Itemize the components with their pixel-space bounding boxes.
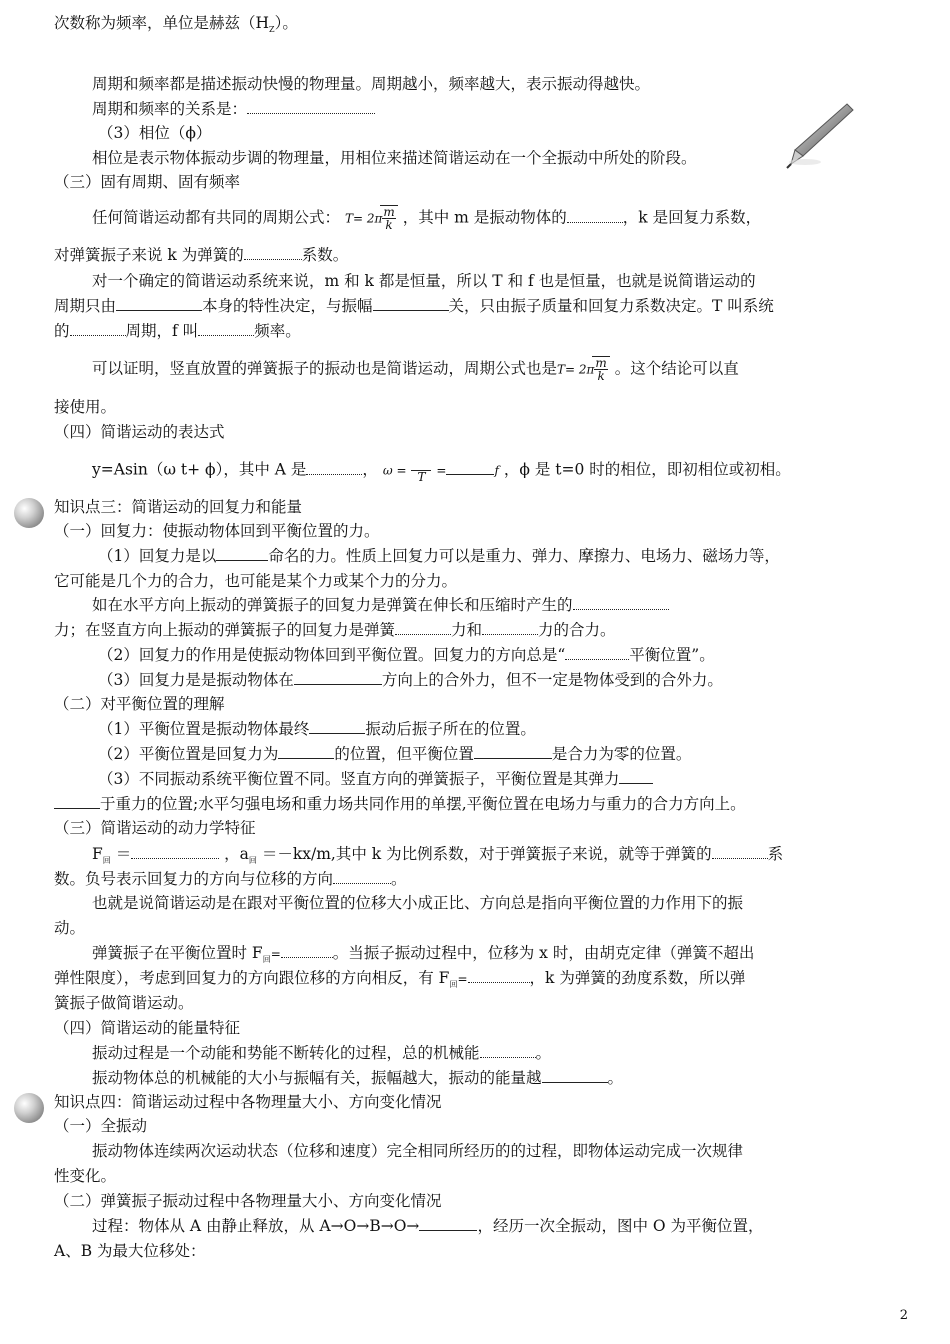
text-line: 也就是说简谐运动是在跟对平衡位置的位移大小成正比、方向总是指向平衡位置的力作用下的振 [92,894,744,912]
text-line: 它可能是几个力的合力，也可能是某个力或某个力的分力。 [54,572,458,590]
section-heading: （一）回复力：使振动物体回到平衡位置的力。 [54,522,380,540]
text-line: 如在水平方向上振动的弹簧振子的回复力是弹簧在伸长和压缩时产生的 [92,594,669,616]
section-heading: （四）简谐运动的能量特征 [54,1019,241,1037]
text-line: 振动物体连续两次运动状态（位移和速度）完全相同所经历的的过程，即物体运动完成一次规律 [92,1142,744,1160]
text-line: 相位是表示物体振动步调的物理量，用相位来描述简谐运动在一个全振动中所处的阶段。 [92,149,697,167]
text-line: （2）平衡位置是回复力为 的位置，但平衡位置 是合力为零的位置。 [98,745,692,763]
text-line: 力；在竖直方向上振动的弹簧振子的回复力是弹簧 力和 力的合力。 [54,621,616,639]
bullet-ball-icon [14,1093,44,1123]
text-line: 弹性限度），考虑到回复力的方向跟位移的方向相反，有 $F_回=$ ，k 为弹簧的劲度系数，所以弹 [54,969,746,989]
text-line: $F_回$ ＝ ，$a_回 =-kx/m$,其中 k 为比例系数，对于弹簧振子来说，就等于弹簧的 系 [92,845,784,865]
text-line: （1）回复力是以 命名的力。性质上回复力可以是重力、弹力、摩擦力、电场力、磁场力等， [98,547,780,565]
pen-icon [785,100,855,170]
text-line: （2）回复力的作用是使振动物体回到平衡位置。回复力的方向总是“ 平衡位置”。 [98,646,715,664]
text-line: 过程：物体从 A 由静止释放，从 A→O→B→O→ ，经历一次全振动，图中 O 为平衡位置， [92,1217,764,1235]
section-heading: （二）对平衡位置的理解 [54,695,225,713]
text-line: 的 周期，f 叫 频率。 [54,322,301,340]
text-line: 对一个确定的简谐运动系统来说，m 和 k 都是恒量，所以 T 和 f 也是恒量，也就是说简谐运动的 [92,272,756,290]
section-heading: （四）简谐运动的表达式 [54,423,225,441]
section-heading: （三）简谐运动的动力学特征 [54,819,256,837]
text-line: 周期和频率的关系是： [92,98,375,120]
text-line: （3）不同振动系统平衡位置不同。竖直方向的弹簧振子，平衡位置是其弹力 [98,768,653,790]
text-line: 可以证明，竖直放置的弹簧振子的振动也是简谐运动，周期公式也是T= 2π $\frac{m}{k}$ 。这个结论可以直 [92,356,739,383]
text-line: A、B 为最大位移处： [54,1242,206,1260]
text-line: 簧振子做简谐运动。 [54,994,194,1012]
section-heading: （二）弹簧振子振动过程中各物理量大小、方向变化情况 [54,1192,442,1210]
section-heading: （一）全振动 [54,1117,148,1135]
text-line: 周期只由 本身的特性决定，与振幅 关，只由振子质量和回复力系数决定。T 叫系统 [54,297,774,315]
text-line: （3）相位（ϕ） [98,124,212,142]
text-line: 接使用。 [54,398,117,416]
text-line: 周期和频率都是描述振动快慢的物理量。周期越小，频率越大，表示振动得越快。 [92,75,651,93]
section-heading: （三）固有周期、固有频率 [54,173,241,191]
text-line: 对弹簧振子来说 k 为弹簧的 系数。 [54,246,349,264]
text-line: 性变化。 [54,1167,117,1185]
text-line: 次数称为频率，单位是赫兹$(H_Z)$。 [54,14,298,34]
text-line: （3）回复力是是振动物体在 方向上的合外力，但不一定是物体受到的合外力。 [98,671,723,689]
text-line: 弹簧振子在平衡位置时 $F_回=$ 。当振子振动过程中，位移为 x 时，由胡克定律（弹簧不超出 [92,944,755,964]
knowledge-point-heading: 知识点四：简谐运动过程中各物理量大小、方向变化情况 [54,1093,442,1111]
text-line: （1）平衡位置是振动物体最终 振动后振子所在的位置。 [98,720,536,738]
text-line: 振动物体总的机械能的大小与振幅有关，振幅越大，振动的能量越 。 [92,1069,624,1087]
text-line: y=Asin（ω t+ ϕ），其中 A 是 ， ω = T = f ，ϕ 是 t=0 时的相位，即初相位或初相。 [92,458,791,483]
knowledge-point-heading: 知识点三：简谐运动的回复力和能量 [54,498,303,516]
text-line: 数。负号表示回复力的方向与位移的方向 。 [54,870,407,888]
text-line: 动。 [54,919,86,937]
text-line: 于重力的位置;水平匀强电场和重力场共同作用的单摆,平衡位置在电场力与重力的合力方向上。 [54,793,746,815]
bullet-ball-icon [14,498,44,528]
text-line: 振动过程是一个动能和势能不断转化的过程，总的机械能 。 [92,1044,552,1062]
page-number: 2 [899,1308,908,1323]
text-line: 任何简谐运动都有共同的周期公式： T= 2π $\frac{m}{k}$ ，其中 m 是振动物体的 ，k 是回复力系数， [92,205,762,232]
